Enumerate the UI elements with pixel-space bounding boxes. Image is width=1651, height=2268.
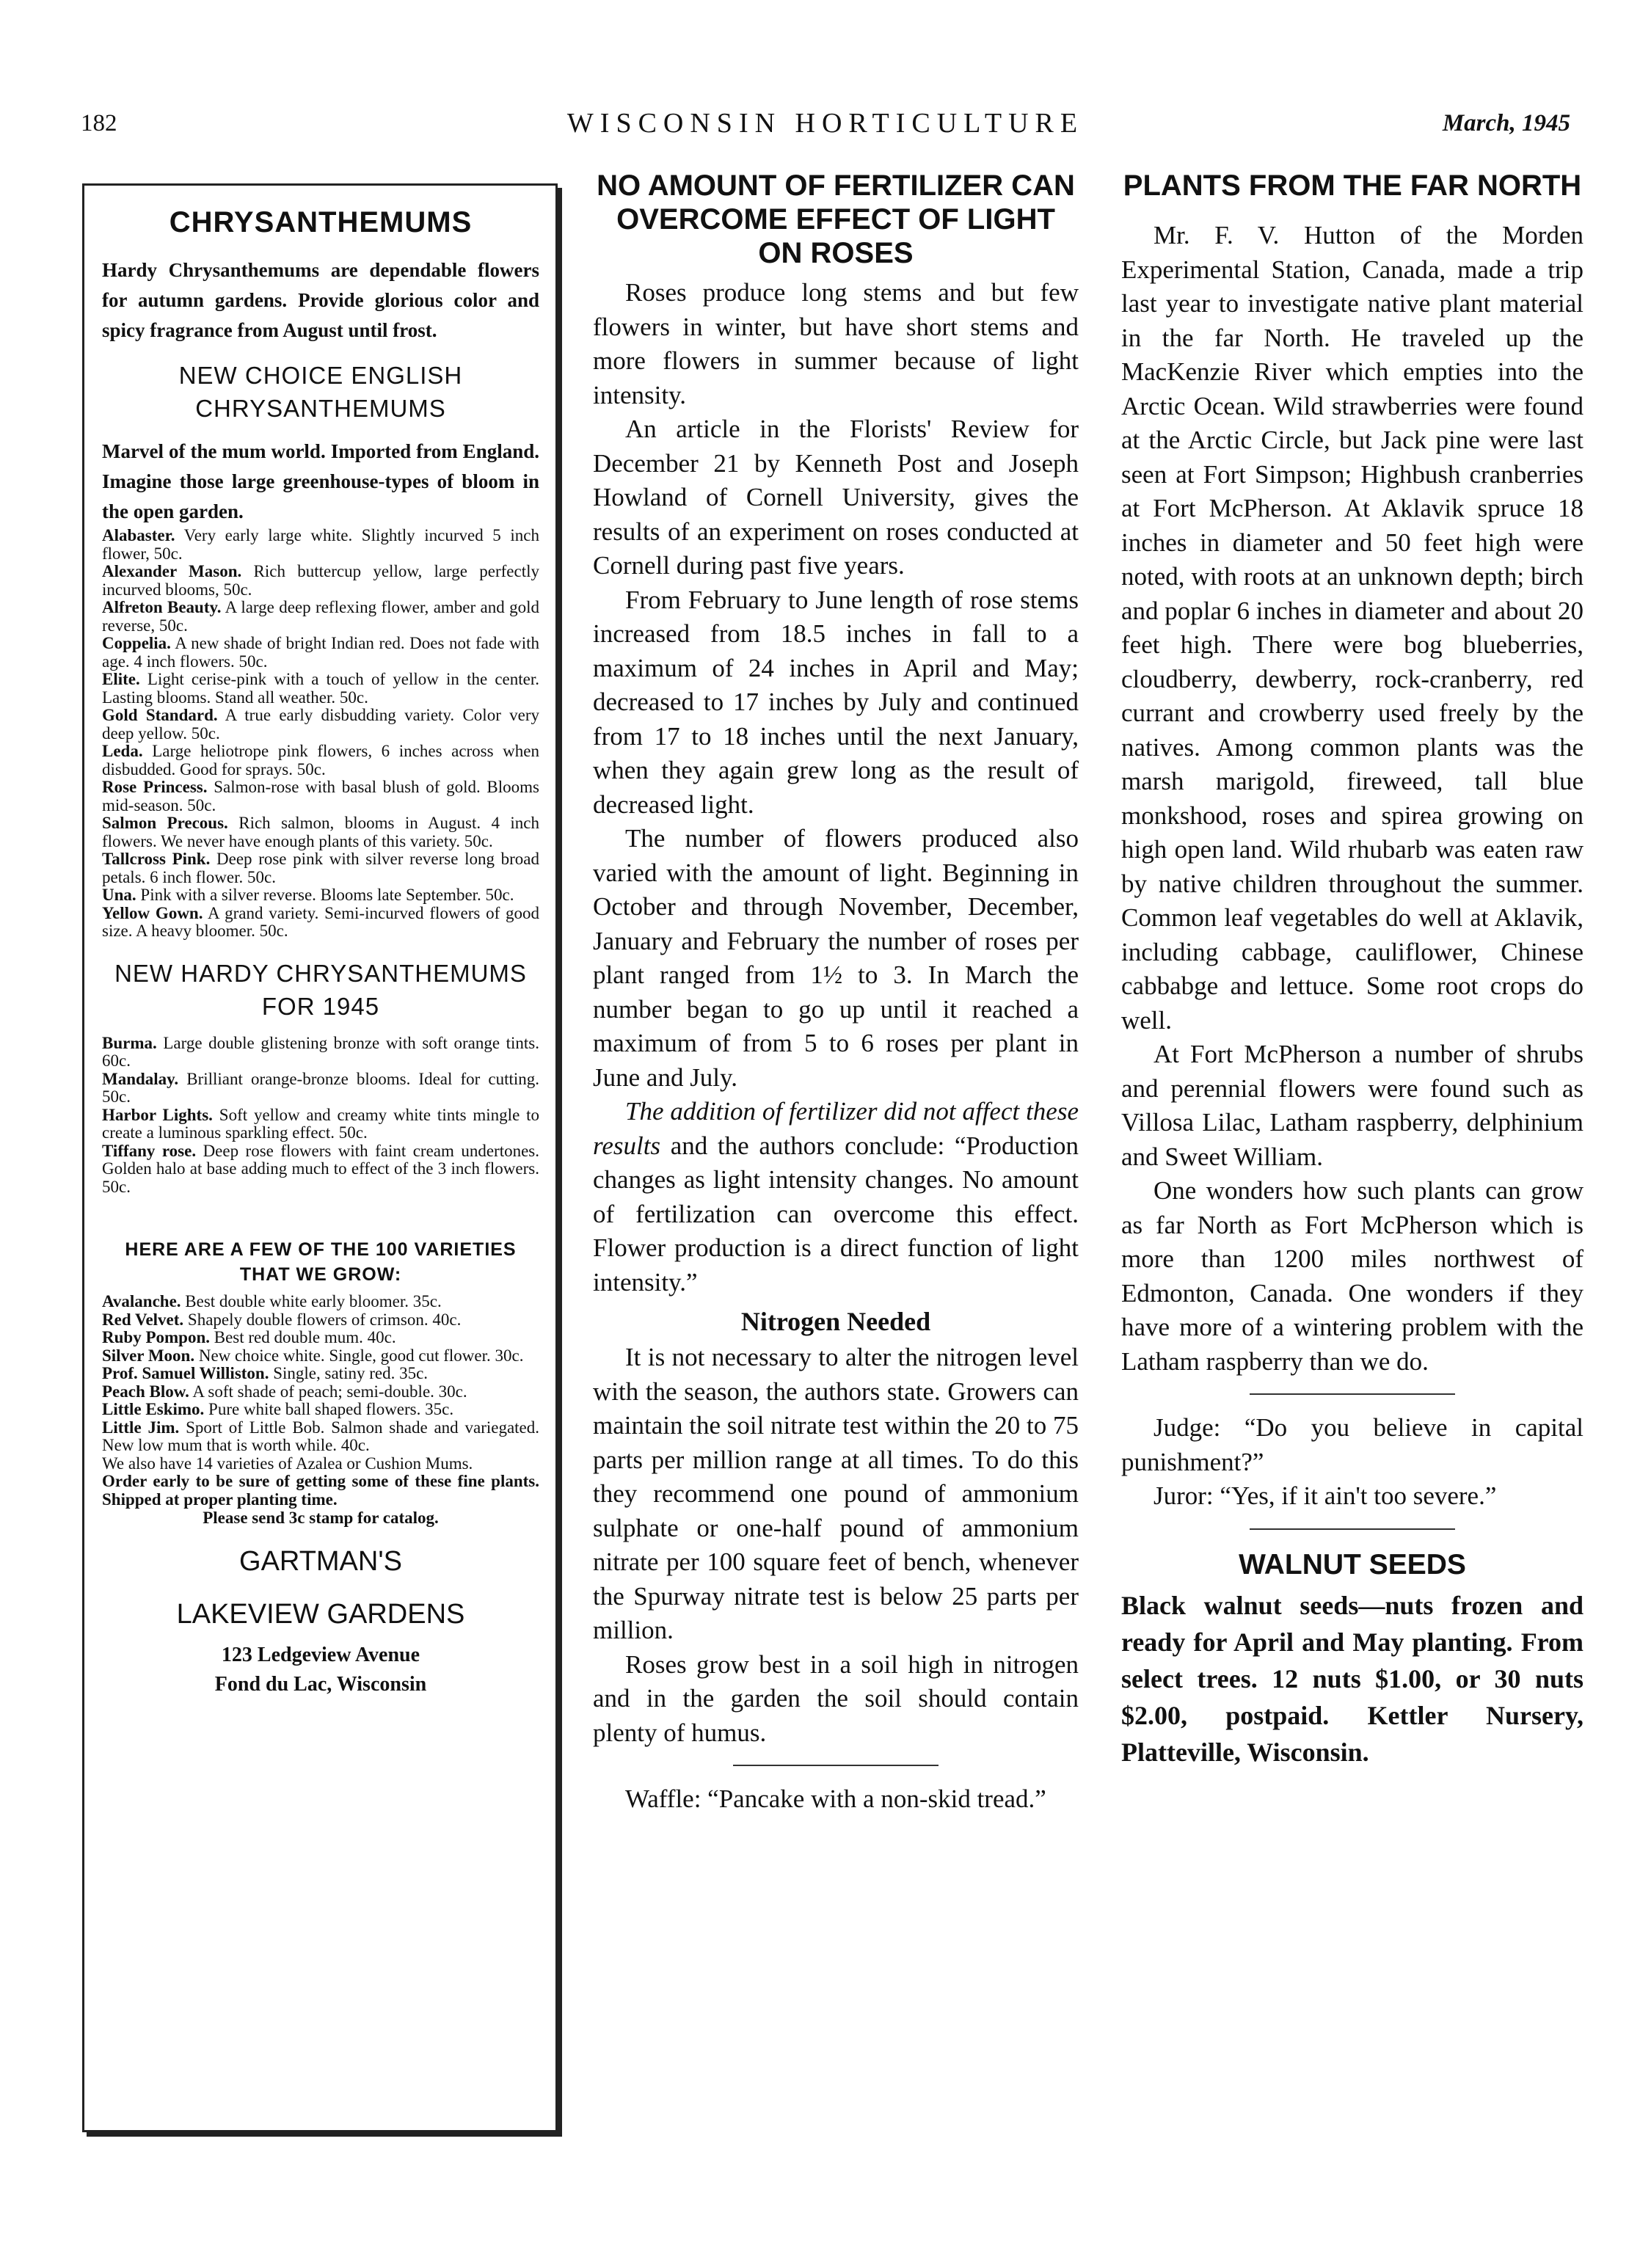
variety-description: Deep rose pink with silver reverse long broad petals. 6 inch flower. 50c. xyxy=(102,850,539,886)
waffle-joke: Waffle: “Pancake with a non-skid tread.” xyxy=(625,1784,1046,1813)
variety-item xyxy=(102,905,539,941)
variety-description: Sport of Little Bob. Salmon shade and variegated. New low mum that is worth while. 40c. xyxy=(102,1418,540,1454)
variety-name: Avalanche. xyxy=(102,1292,181,1310)
variety-item xyxy=(102,1311,539,1330)
variety-name: Burma. xyxy=(102,1033,157,1052)
street-address: 123 Ledgeview Avenue xyxy=(221,1644,420,1666)
variety-item xyxy=(102,1347,539,1365)
variety-item xyxy=(102,671,539,707)
journal-title: WISCONSIN HORTICULTURE xyxy=(566,108,1085,139)
order-note: Order early to be sure of getting some of these fine plants. Shipped at proper planting time. xyxy=(102,1472,539,1509)
roses-paragraph: An article in the Florists' Review for December 21 by Kenneth Post and Joseph Howland of Cornell University, gives the results of an experiment on roses conducted at Cornell during past five years. xyxy=(593,415,1079,580)
variety-item xyxy=(102,527,539,563)
divider xyxy=(733,1765,939,1766)
variety-name: Yellow Gown. xyxy=(102,903,203,922)
variety-description: Rich buttercup yellow, large perfectly incurved blooms, 50c. xyxy=(102,562,539,599)
far-north-paragraph: At Fort McPherson a number of shrubs and perennial flowers were found such as Villosa Lilac, Latham raspberry, delphinium and Sweet William. xyxy=(1121,1040,1583,1171)
variety-name: Harbor Lights. xyxy=(102,1105,213,1124)
walnut-text: Black walnut seeds—nuts frozen and ready for April and May planting. From select trees. 12 nuts $1.00, or 30 nuts $2.00, postpaid. Kettler Nursery, Platteville, Wisconsin. xyxy=(1121,1590,1583,1767)
far-north-paragraph: One wonders how such plants can grow as far North as Fort McPherson which is more than 1200 miles northwest of Edmonton, Canada. One wonders if they have more of a wintering problem with the Latham raspberry than we do. xyxy=(1121,1176,1583,1376)
variety-name: Alexander Mason. xyxy=(102,562,242,580)
variety-description: Salmon-rose with basal blush of gold. Blooms mid-season. 50c. xyxy=(102,778,540,814)
variety-item xyxy=(102,1293,539,1311)
ad-intro: Hardy Chrysanthemums are dependable flowers for autumn gardens. Provide glorious color and spicy fragrance from August until frost. xyxy=(102,259,539,341)
variety-item xyxy=(102,1329,539,1347)
far-north-paragraph: Mr. F. V. Hutton of the Morden Experimental Station, Canada, made a trip last year to investigate native plant material in the far North. He traveled up the MacKenzie River which empties into the Arctic Ocean. Wild strawberries were found at the Arctic Circle, but Jack pine were last seen at Fort Simpson; Highbush cranberries at Fort McPherson. At Aklavik spruce 18 inches in diameter and 50 feet high were noted, with roots at an unknown depth; birch and poplar 6 inches in diameter and about 20 feet high. There were bog blueberries, cloudberry, dewberry, rock-cranberry, red currant and crowberry used freely by the natives. Among common plants was the marsh marigold, fireweed, tall blue monkshood, roses and spirea growing on high open land. Wild rhubarb was eaten raw by native children throughout the summer. Common leaf vegetables do well at Aklavik, including cabbage, cauliflower, Chinese cabbabge and lettuce. Some root crops do well. xyxy=(1121,221,1583,1035)
variety-name: Prof. Samuel Williston. xyxy=(102,1364,269,1382)
variety-name: Rose Princess. xyxy=(102,778,208,796)
variety-item xyxy=(102,707,539,743)
variety-name: Alabaster. xyxy=(102,526,175,544)
issue-date: March, 1945 xyxy=(1442,110,1570,136)
english-intro: Marvel of the mum world. Imported from England. Imagine those large greenhouse-types of bloom in the open garden. xyxy=(102,440,539,522)
variety-name: Coppelia. xyxy=(102,634,171,652)
variety-item xyxy=(102,1142,539,1197)
variety-description: A new shade of bright Indian red. Does not fade with age. 4 inch flowers. 50c. xyxy=(102,634,539,671)
nitrogen-subheading: Nitrogen Needed xyxy=(740,1307,931,1336)
far-north-headline: PLANTS FROM THE FAR NORTH xyxy=(1123,169,1582,202)
variety-description: New choice white. Single, good cut flower. 30c. xyxy=(198,1346,524,1365)
variety-description: Pink with a silver reverse. Blooms late September. 50c. xyxy=(140,886,514,904)
variety-item xyxy=(102,599,539,635)
variety-name: Alfreton Beauty. xyxy=(102,598,222,616)
variety-name: Tiffany rose. xyxy=(102,1141,197,1160)
judge-joke-line-1: Judge: “Do you believe in capital punishment?” xyxy=(1121,1413,1583,1476)
paragraph-rest: and the authors conclude: “Production changes as light intensity changes. No amount of fertilization can overcome this effect. Flower production is a direct function of light intensity.” xyxy=(593,1131,1079,1297)
roses-paragraph xyxy=(593,1095,1079,1299)
variety-item xyxy=(102,850,539,886)
variety-description: Large double glistening bronze with soft orange tints. 60c. xyxy=(102,1033,539,1070)
variety-name: Ruby Pompon. xyxy=(102,1328,210,1346)
variety-description: Shapely double flowers of crimson. 40c. xyxy=(187,1310,462,1329)
variety-name: Little Eskimo. xyxy=(102,1400,205,1418)
variety-description: Best red double mum. 40c. xyxy=(214,1328,396,1346)
business-name: GARTMAN'S xyxy=(239,1546,402,1577)
roses-paragraph: Roses grow best in a soil high in nitrogen and in the garden the soil should contain plenty of humus. xyxy=(593,1649,1079,1747)
variety-description: Large heliotrope pink flowers, 6 inches across when disbudded. Good for sprays. 50c. xyxy=(102,742,540,779)
variety-item xyxy=(102,1383,539,1401)
variety-name: Peach Blow. xyxy=(102,1382,189,1401)
variety-description: Deep rose flowers with faint cream undertones. Golden halo at base adding much to effect of the 3 inch flowers. 50c. xyxy=(102,1141,540,1196)
variety-description: A large deep reflexing flower, amber and gold reverse, 50c. xyxy=(102,598,540,635)
walnut-heading: WALNUT SEEDS xyxy=(1239,1548,1466,1580)
varieties-heading: HERE ARE A FEW OF THE 100 VARIETIES THAT WE GROW: xyxy=(125,1239,517,1285)
variety-item xyxy=(102,779,539,814)
italic-phrase: The addition of fertilizer did not affect these results xyxy=(593,1097,1079,1160)
roses-article xyxy=(593,169,1079,1817)
variety-name: Little Jim. xyxy=(102,1418,180,1437)
variety-item xyxy=(102,1106,539,1142)
variety-item xyxy=(102,635,539,671)
azalea-note: We also have 14 varieties of Azalea or Cushion Mums. xyxy=(102,1454,473,1473)
variety-item xyxy=(102,1401,539,1419)
divider xyxy=(1250,1528,1455,1530)
roses-paragraph: The number of flowers produced also varied with the amount of light. Beginning in October and through November, December, January and February the number of roses per plant ranged from 1½ to 3. In March the number began to go up until it reached a maximum of from 5 to 6 roses per plant in June and July. xyxy=(593,824,1079,1092)
english-heading: NEW CHOICE ENGLISH CHRYSANTHEMUMS xyxy=(178,362,463,422)
business-name-2: LAKEVIEW GARDENS xyxy=(176,1599,465,1630)
roses-paragraph: Roses produce long stems and but few flowers in winter, but have short stems and more flowers in summer because of light intensity. xyxy=(593,278,1079,409)
page-number: 182 xyxy=(81,110,117,136)
variety-description: A grand variety. Semi-incurved flowers of good size. A heavy bloomer. 50c. xyxy=(102,903,540,940)
roses-paragraph: It is not necessary to alter the nitrogen level with the season, the authors state. Growers can maintain the soil nitrate test within the 20 to 75 parts per million range at all times. To do this they recommend one pound of ammonium sulphate or one-half pound of ammonium nitrate per 100 square feet of bench, whenever the Spurway nitrate test is below 25 parts per million. xyxy=(593,1343,1079,1644)
variety-description: Single, satiny red. 35c. xyxy=(273,1364,429,1382)
variety-name: Salmon Precous. xyxy=(102,814,228,832)
variety-name: Gold Standard. xyxy=(102,706,218,724)
hardy-heading: NEW HARDY CHRYSANTHEMUMS FOR 1945 xyxy=(114,959,527,1020)
variety-description: Very early large white. Slightly incurved 5 inch flower, 50c. xyxy=(102,526,539,563)
variety-name: Leda. xyxy=(102,742,143,760)
variety-description: Pure white ball shaped flowers. 35c. xyxy=(208,1400,454,1418)
variety-description: Brilliant orange-bronze blooms. Ideal for cutting. 50c. xyxy=(102,1069,539,1106)
english-variety-list xyxy=(102,527,539,941)
variety-description: Rich salmon, blooms in August. 4 inch flowers. We never have enough plants of this variety. 50c. xyxy=(102,814,540,850)
far-north-article xyxy=(1121,169,1583,1771)
variety-description: A true early disbudding variety. Color very deep yellow. 50c. xyxy=(102,706,539,743)
roses-headline: NO AMOUNT OF FERTILIZER CAN OVERCOME EFFECT OF LIGHT ON ROSES xyxy=(597,169,1075,269)
variety-description: Best double white early bloomer. 35c. xyxy=(185,1292,442,1310)
variety-list xyxy=(102,1293,539,1455)
variety-description: Soft yellow and creamy white tints mingle to create a luminous sparkling effect. 50c. xyxy=(102,1105,540,1142)
variety-item xyxy=(102,1035,539,1071)
variety-name: Mandalay. xyxy=(102,1069,179,1088)
page-header xyxy=(81,110,1570,147)
variety-item xyxy=(102,1365,539,1383)
variety-item xyxy=(102,743,539,779)
variety-item xyxy=(102,814,539,850)
judge-joke-line-2: Juror: “Yes, if it ain't too severe.” xyxy=(1153,1481,1497,1510)
divider xyxy=(1250,1393,1455,1395)
city-address: Fond du Lac, Wisconsin xyxy=(214,1673,427,1696)
catalog-note: Please send 3c stamp for catalog. xyxy=(203,1509,439,1527)
variety-item xyxy=(102,563,539,599)
chrysanthemum-advertisement xyxy=(82,183,558,2132)
variety-name: Silver Moon. xyxy=(102,1346,195,1365)
variety-name: Tallcross Pink. xyxy=(102,850,211,868)
hardy-variety-list xyxy=(102,1035,539,1197)
variety-item xyxy=(102,886,539,905)
variety-description: A soft shade of peach; semi-double. 30c. xyxy=(192,1382,467,1401)
variety-item xyxy=(102,1419,539,1455)
variety-item xyxy=(102,1071,539,1106)
variety-name: Una. xyxy=(102,886,136,904)
roses-paragraph: From February to June length of rose stems increased from 18.5 inches in fall to a maximum of 24 inches in April and May; decreased to 17 inches by July and continued from 17 to 18 inches until the next January, when they again grew long as the result of decreased light. xyxy=(593,585,1079,819)
variety-name: Elite. xyxy=(102,670,140,688)
ad-title: CHRYSANTHEMUMS xyxy=(169,206,473,238)
variety-description: Light cerise-pink with a touch of yellow in the center. Lasting blooms. Stand all weather. 50c. xyxy=(102,670,540,707)
variety-name: Red Velvet. xyxy=(102,1310,184,1329)
